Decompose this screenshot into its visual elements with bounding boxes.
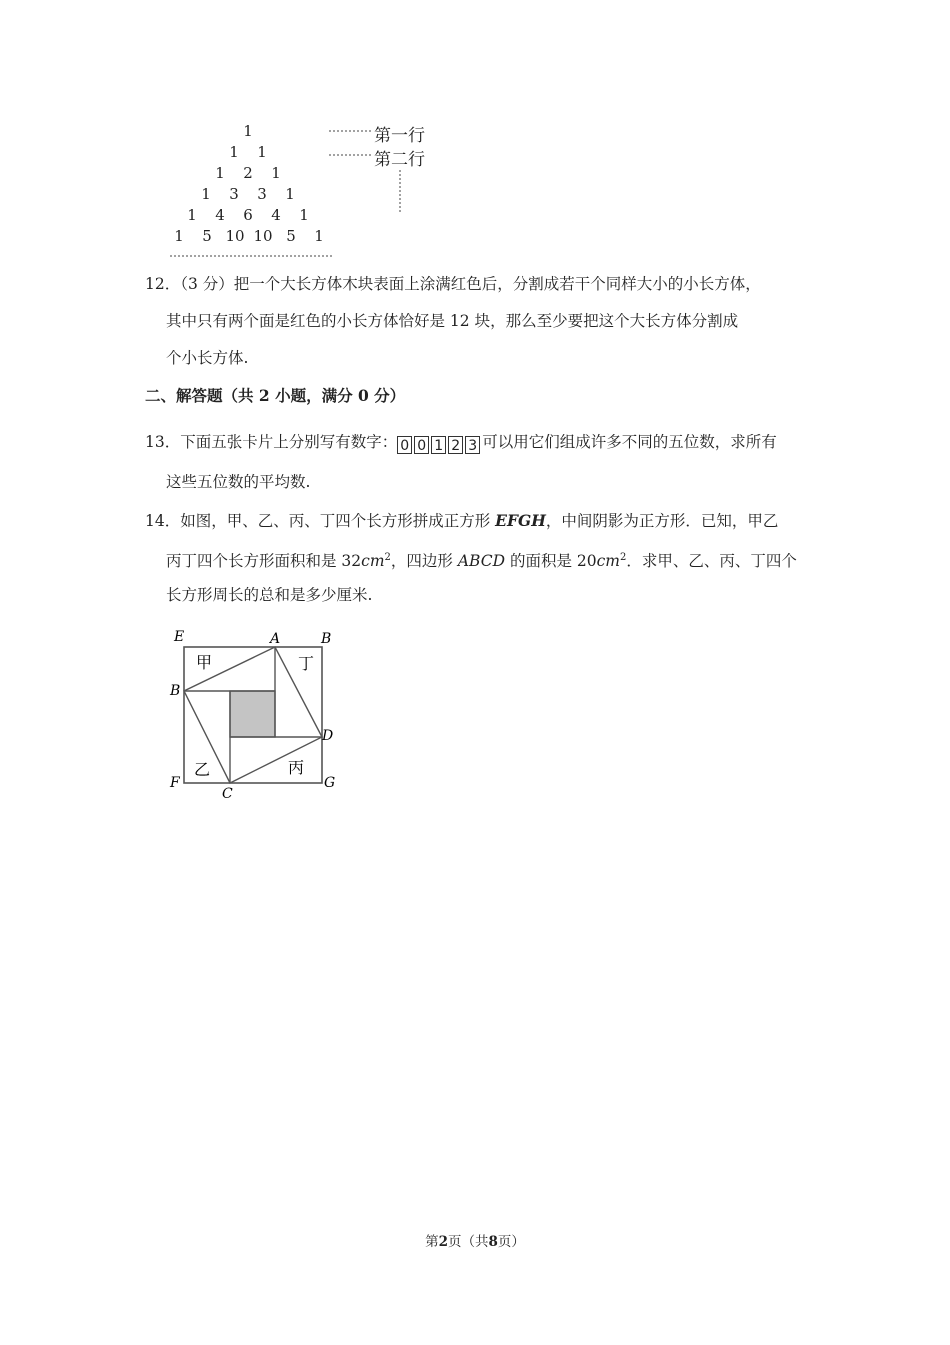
square-figure — [160, 625, 350, 805]
superscript: 2 — [384, 552, 391, 563]
q14-text: ，四边形 — [390, 552, 458, 571]
q14-text: 丙丁四个长方形面积和是 32 — [166, 552, 362, 571]
digit-card: 3 — [465, 436, 480, 454]
tri-num: 1 — [215, 164, 225, 182]
tri-num: 3 — [257, 185, 267, 203]
tri-num: 1 — [299, 206, 309, 224]
tri-num: 10 — [253, 227, 273, 245]
q12-line1: 12．（3 分）把一个大长方体木块表面上涂满红色后，分割成若干个同样大小的小长方体， — [145, 275, 761, 293]
label-A: A — [270, 631, 281, 647]
q13-line2: 这些五位数的平均数. — [166, 473, 311, 491]
q14-line1 — [145, 511, 778, 531]
tri-num: 5 — [286, 227, 296, 245]
region-yi: 乙 — [194, 760, 211, 779]
tri-num: 6 — [243, 206, 253, 224]
digit-card: 2 — [448, 436, 463, 454]
tri-num: 10 — [225, 227, 245, 245]
tri-num: 1 — [257, 143, 267, 161]
tri-num: 1 — [271, 164, 281, 182]
digit-card: 0 — [414, 436, 429, 454]
tri-num: 1 — [201, 185, 211, 203]
tri-num: 2 — [243, 164, 253, 182]
footer-text: 页） — [497, 1234, 525, 1250]
q14-text: ，中间阴影为正方形．已知，甲乙 — [545, 512, 779, 530]
tri-num: 3 — [229, 185, 239, 203]
tri-num: 4 — [215, 206, 225, 224]
tri-num: 1 — [187, 206, 197, 224]
q12-line2: 其中只有两个面是红色的小长方体恰好是 12 块，那么至少要把这个大长方体分割成 — [166, 312, 739, 330]
quad-name: ABCD — [457, 552, 506, 571]
square-name: EFGH — [495, 511, 546, 530]
q13-line1 — [145, 432, 777, 454]
page-number: 2 — [438, 1234, 448, 1250]
label-D: D — [322, 728, 334, 744]
pascal-triangle — [168, 118, 438, 263]
digit-card: 1 — [431, 436, 446, 454]
footer-text: 页（共 — [448, 1234, 489, 1250]
row-label-1: 第一行 — [374, 126, 425, 146]
row-label-2: 第二行 — [374, 150, 425, 170]
label-G: G — [324, 775, 336, 791]
label-F: F — [170, 775, 180, 791]
tri-num: 1 — [174, 227, 184, 245]
digit-card: 0 — [397, 436, 412, 454]
superscript: 2 — [620, 552, 627, 563]
tri-num: 1 — [314, 227, 324, 245]
tri-num: 5 — [202, 227, 212, 245]
section-title: 二、解答题（共 2 小题，满分 0 分） — [145, 386, 406, 405]
page-total: 8 — [488, 1234, 498, 1250]
page-footer — [0, 1230, 950, 1250]
tri-num: 4 — [271, 206, 281, 224]
q12-line3: 个小长方体. — [166, 349, 249, 367]
unit: cm — [361, 552, 385, 571]
q14-line3: 长方形周长的总和是多少厘米. — [166, 586, 373, 604]
tri-num: 1 — [285, 185, 295, 203]
label-E: E — [174, 629, 185, 645]
region-bing: 丙 — [288, 758, 305, 777]
q13-prefix: 13．下面五张卡片上分别写有数字： — [145, 433, 398, 451]
tri-num: 1 — [243, 122, 253, 140]
region-jia: 甲 — [196, 653, 213, 672]
footer-text: 第 — [425, 1234, 439, 1250]
q14-text: 的面积是 20 — [505, 552, 597, 571]
tri-num: 1 — [229, 143, 239, 161]
label-C: C — [222, 786, 233, 802]
label-B-left: B — [170, 683, 181, 699]
label-B-top: B — [321, 631, 332, 647]
q14-line2 — [166, 548, 797, 571]
q14-text: ．求甲、乙、丙、丁四个 — [626, 552, 797, 571]
q13-suffix: 可以用它们组成许多不同的五位数，求所有 — [482, 433, 777, 451]
unit: cm — [596, 552, 620, 571]
q14-text: 14．如图，甲、乙、丙、丁四个长方形拼成正方形 — [145, 512, 496, 530]
region-ding: 丁 — [298, 654, 315, 673]
